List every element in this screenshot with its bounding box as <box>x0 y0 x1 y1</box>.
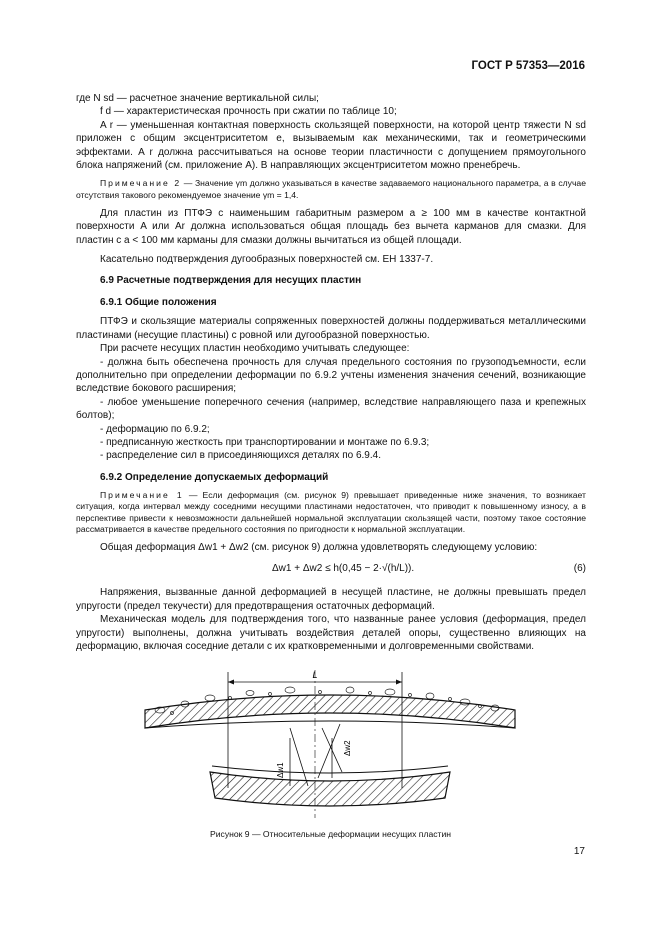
lower-bearing-plate <box>210 772 450 806</box>
section-6-9-2-p1: Общая деформация Δw1 + Δw2 (см. рисунок 9) должна удовлетворять следующему условию: <box>100 541 538 553</box>
section-6-9-2-title: 6.9.2 Определение допускаемых деформаций <box>100 471 329 483</box>
note-1 <box>76 490 586 535</box>
formula-number: (6) <box>573 563 586 575</box>
list-item: - любое уменьшение поперечного сечения (например, вследствие направляющего паза и крепежных болтов); <box>76 396 586 422</box>
list-item: - распределение сил в присоединяющихся деталях по 6.9.4. <box>100 450 381 462</box>
section-6-9-1-p2: При расчете несущих пластин необходимо учитывать следующее: <box>100 343 410 355</box>
legend-nsd: где N sd — расчетное значение вертикальной силы; <box>76 93 319 104</box>
note-1-label: Примечание 1 <box>100 490 184 501</box>
label-w2: Δw2 <box>343 740 352 756</box>
page-number: 17 <box>573 846 585 857</box>
note-2-text: — Значение γm должно указываться в качестве задаваемого национального параметра, а в случае отсутствия такового рекомендуемое значение γm = 1,4. <box>76 178 586 200</box>
section-6-9-1-title: 6.9.1 Общие положения <box>100 296 217 308</box>
legend-fd: f d — характеристическая прочность при сжатии по таблице 10; <box>100 106 397 118</box>
figure-9-diagram <box>140 668 520 823</box>
note-2-label: Примечание 2 <box>100 178 182 189</box>
paragraph-curved: Касательно подтверждения дугообразных поверхностей см. ЕН 1337-7. <box>100 254 434 266</box>
legend-ar: A r — уменьшенная контактная поверхность скользящей поверхности, на которой центр тяжести N sd приложен с общим эксцентриситетом e, вызываемым как механическими, так и геометрическими эффектами. A r должна рассчитываться на основе теории пластичности с допущением прямоугольного блока напряжений (см. приложение А). В направляющих эксцентриситетом можно пренебречь. <box>76 119 586 172</box>
standard-header: ГОСТ Р 57353—2016 <box>471 60 585 72</box>
list-item: - предписанную жесткость при транспортировании и монтаже по 6.9.3; <box>100 436 430 448</box>
label-w1: Δw1 <box>276 762 285 778</box>
paragraph-ptfe: Для пластин из ПТФЭ с наименьшим габаритным размером a ≥ 100 мм в качестве контактной поверхности A или Ar должна использоваться общая площадь без вычета карманов для смазки. Для пластин с a < 100 мм карманы для смазки должны вычитаться из общей площади. <box>76 207 586 246</box>
formula-expression: Δw1 + Δw2 ≤ h(0,45 − 2·√(h/L)). <box>272 563 415 575</box>
section-6-9-1-p1: ПТФЭ и скользящие материалы сопряженных поверхностей должны поддерживаться металлическими пластинами (несущие пластины) с ровной или дугообразной поверхностью. <box>76 316 586 341</box>
upper-bearing-plate <box>145 695 515 728</box>
list-item: - деформацию по 6.9.2; <box>100 423 210 435</box>
note-1-text: — Если деформация (см. рисунок 9) превышает приведенные ниже значения, то возникает ситуация, когда интервал между соседними несущими пластинами недостаточен, что приводит к повышенному износу, а в перспективе привести к невозможности дальнейшей нормальной эксплуатации скользящей части, поэтому такое состояние рассматривается в качестве предельного состояния по пригодности к нормальной эксплуатации. <box>76 490 586 534</box>
label-L: L <box>312 670 318 680</box>
list-item: - должна быть обеспечена прочность для случая предельного состояния по грузоподъемности, если дополнительно при определении деформации по 6.9.2 учтены изменения значения сечений, возникающие вследствие бокового расширения; <box>76 356 586 395</box>
document-body <box>76 92 586 653</box>
section-6-9-title: 6.9 Расчетные подтверждения для несущих пластин <box>100 275 362 287</box>
figure-caption: Рисунок 9 — Относительные деформации несущих пластин <box>209 829 452 839</box>
formula-6 <box>76 558 586 580</box>
note-2 <box>76 178 586 200</box>
section-6-9-2-p2: Напряжения, вызванные данной деформацией в несущей пластине, не должны превышать предел упругости (предел текучести) для предотвращения остаточных деформаций. <box>76 587 586 612</box>
section-6-9-2-p3: Механическая модель для подтверждения того, что названные ранее условия (деформация, предел упругости) выполнены, должна учитывать воздействия деталей опоры, существенно влияющих на деформацию, включая соседние детали с их кратковременными и долговременными свойствами. <box>76 614 586 652</box>
